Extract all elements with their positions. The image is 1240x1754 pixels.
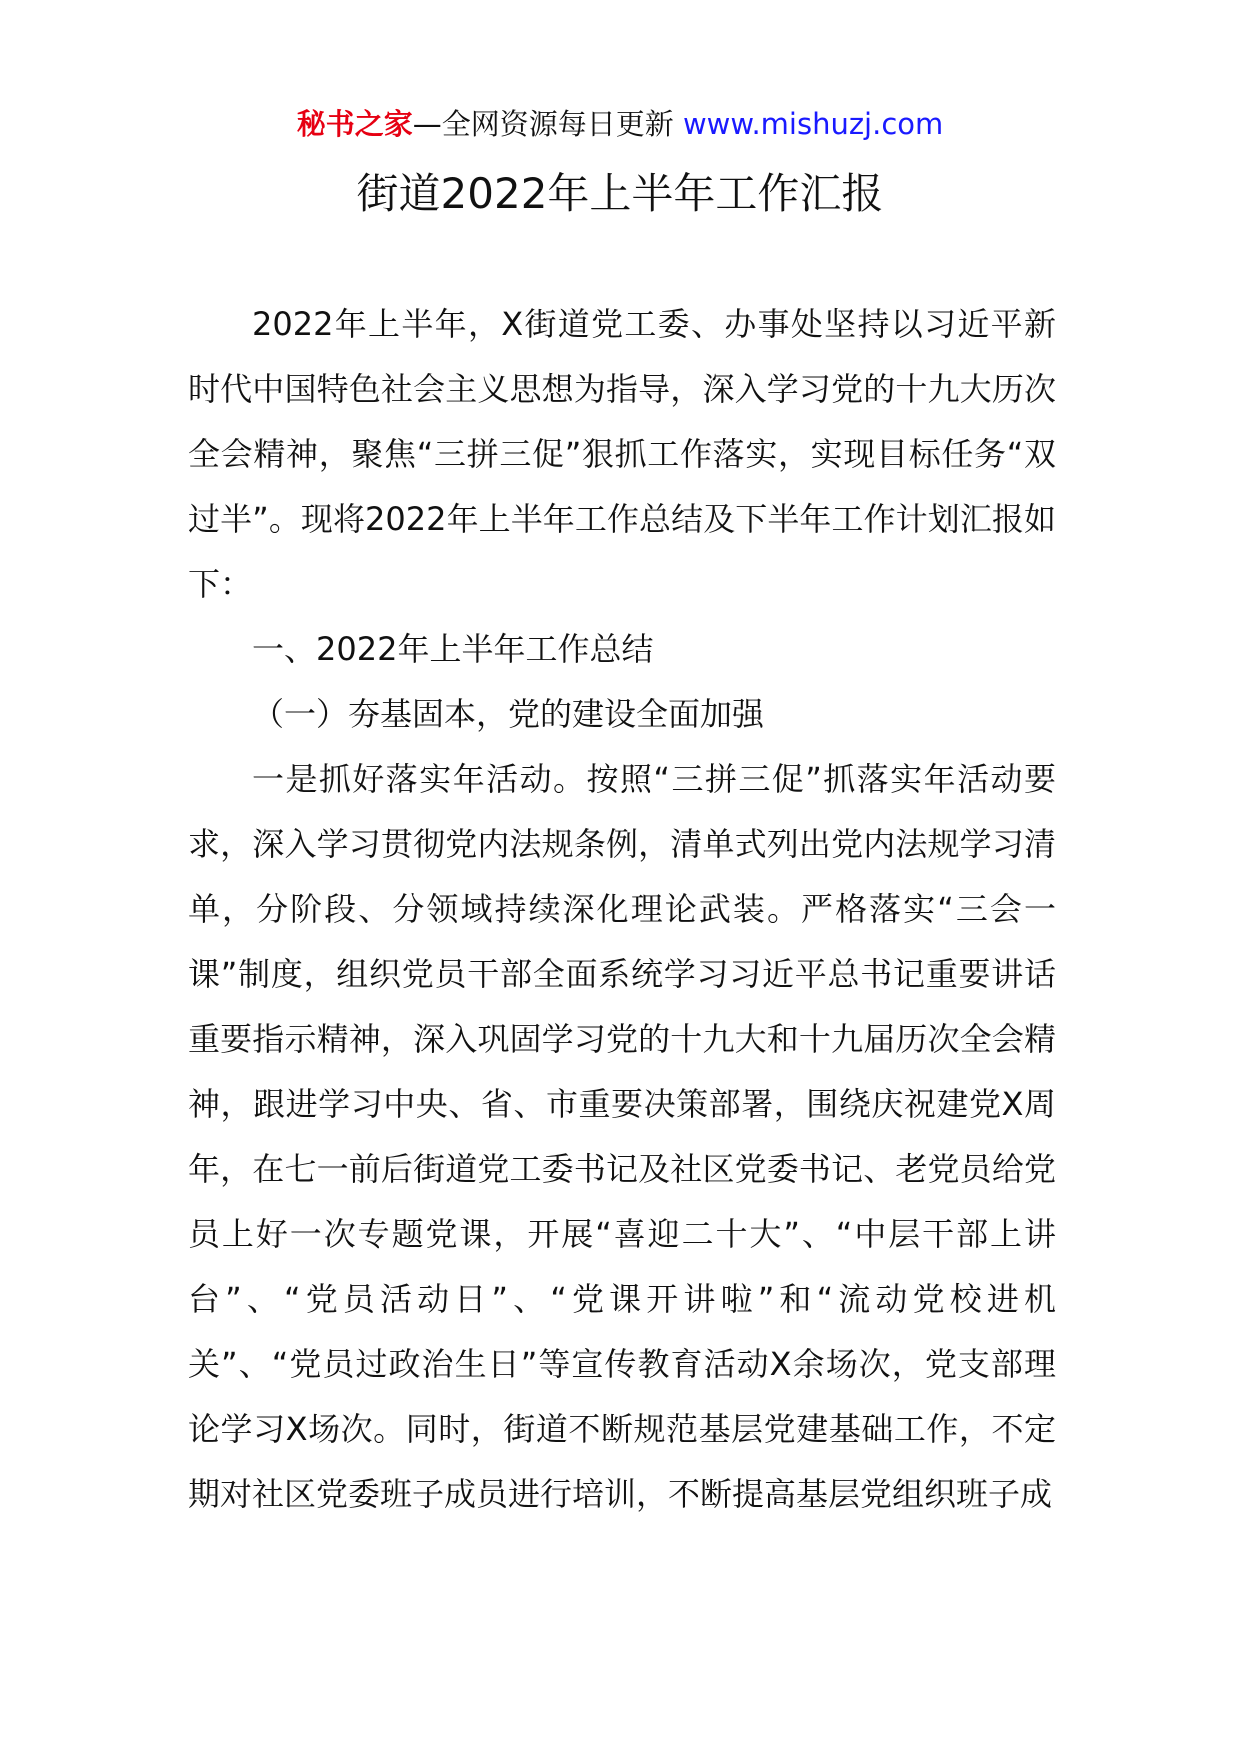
body-paragraph: 一是抓好落实年活动。按照“三拼三促”抓落实年活动要求，深入学习贯彻党内法规条例，清单式列出党内法规学习清单，分阶段、分领域持续深化理论武装。严格落实“三会一课”制度，组织党员干部全面系统学习习近平总书记重要讲话重要指示精神，深入巩固学习党的十九大和十九届历次全会精神，跟进学习中央、省、市重要决策部署，围绕庆祝建党X周年，在七一前后街道党工委书记及社区党委书记、老党员给党员上好一次专题党课，开展“喜迎二十大”、“中层干部上讲台”、“党员活动日”、“党课开讲啦”和“流动党校进机关”、“党员过政治生日”等宣传教育活动X余场次，党支部理论学习X场次。同时，街道不断规范基层党建基础工作，不定期对社区党委班子成员进行培训，不断提高基层党组织班子成 (188, 760, 1056, 1513)
document-title: 街道2022年上半年工作汇报 (356, 169, 884, 218)
intro-paragraph: 2022年上半年，X街道党工委、办事处坚持以习近平新时代中国特色社会主义思想为指导，深入学习党的十九大历次全会精神，聚焦“三拼三促”狠抓工作落实，实现目标任务“双过半”。现将2022年上半年工作总结及下半年工作计划汇报如下： (188, 305, 1056, 603)
section-heading: 一、2022年上半年工作总结 (252, 630, 654, 668)
watermark-header (0, 102, 1240, 146)
site-link[interactable]: www.mishuzj.com (682, 107, 944, 141)
subsection-heading: （一）夯基固本，党的建设全面加强 (252, 695, 765, 733)
document-body (188, 292, 1056, 1527)
brand-name: 秘书之家 (296, 107, 413, 141)
brand-slogan: —全网资源每日更新 (412, 107, 674, 141)
